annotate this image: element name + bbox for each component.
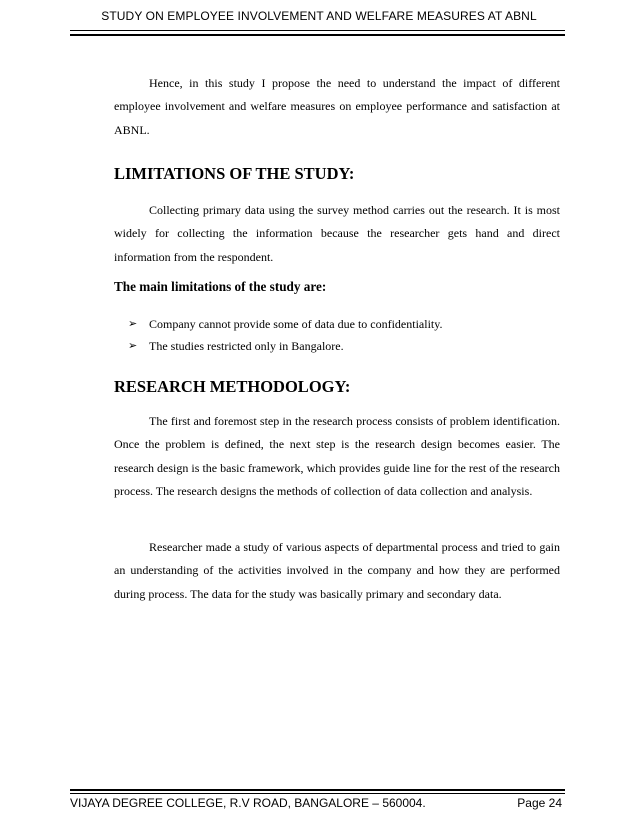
limitations-list bbox=[128, 313, 442, 357]
list-item: ➢ The studies restricted only in Bangalore. bbox=[128, 335, 442, 357]
page-number: Page 24 bbox=[517, 796, 562, 810]
limitations-paragraph: Collecting primary data using the survey method carries out the research. It is most widely for collecting the information because the researcher gets hand and direct information from the respondent. bbox=[114, 203, 560, 264]
list-item: ➢ Company cannot provide some of data due to confidentiality. bbox=[128, 313, 442, 335]
header-rule-thin bbox=[70, 30, 565, 31]
footer-rule-thin bbox=[70, 793, 565, 794]
intro-paragraph: Hence, in this study I propose the need to understand the impact of different employee involvement and welfare measures on employee performance and satisfaction at ABNL. bbox=[114, 76, 560, 137]
arrow-bullet-icon: ➢ bbox=[128, 340, 138, 352]
footer-rule-thick bbox=[70, 789, 565, 791]
footer-address: VIJAYA DEGREE COLLEGE, R.V ROAD, BANGALORE – 560004. bbox=[70, 796, 426, 810]
limitations-heading: LIMITATIONS OF THE STUDY: bbox=[114, 164, 355, 183]
header-title: STUDY ON EMPLOYEE INVOLVEMENT AND WELFARE MEASURES AT ABNL bbox=[101, 9, 537, 23]
methodology-paragraph-1: The first and foremost step in the research process consists of problem identification. Once the problem is defined, the next step is the research design becomes easier. The research design is the basic framework, which provides guide line for the rest of the research process. The research designs the methods of collection of data collection and analysis. bbox=[114, 414, 560, 499]
methodology-paragraph-2: Researcher made a study of various aspects of departmental process and tried to gain an understanding of the activities involved in the company and how they are performed during process. The data for the study was basically primary and secondary data. bbox=[114, 540, 560, 601]
methodology-heading: RESEARCH METHODOLOGY: bbox=[114, 377, 351, 396]
header-rule-thick bbox=[70, 34, 565, 36]
limitations-subheading: The main limitations of the study are: bbox=[114, 279, 327, 294]
arrow-bullet-icon: ➢ bbox=[128, 318, 138, 330]
